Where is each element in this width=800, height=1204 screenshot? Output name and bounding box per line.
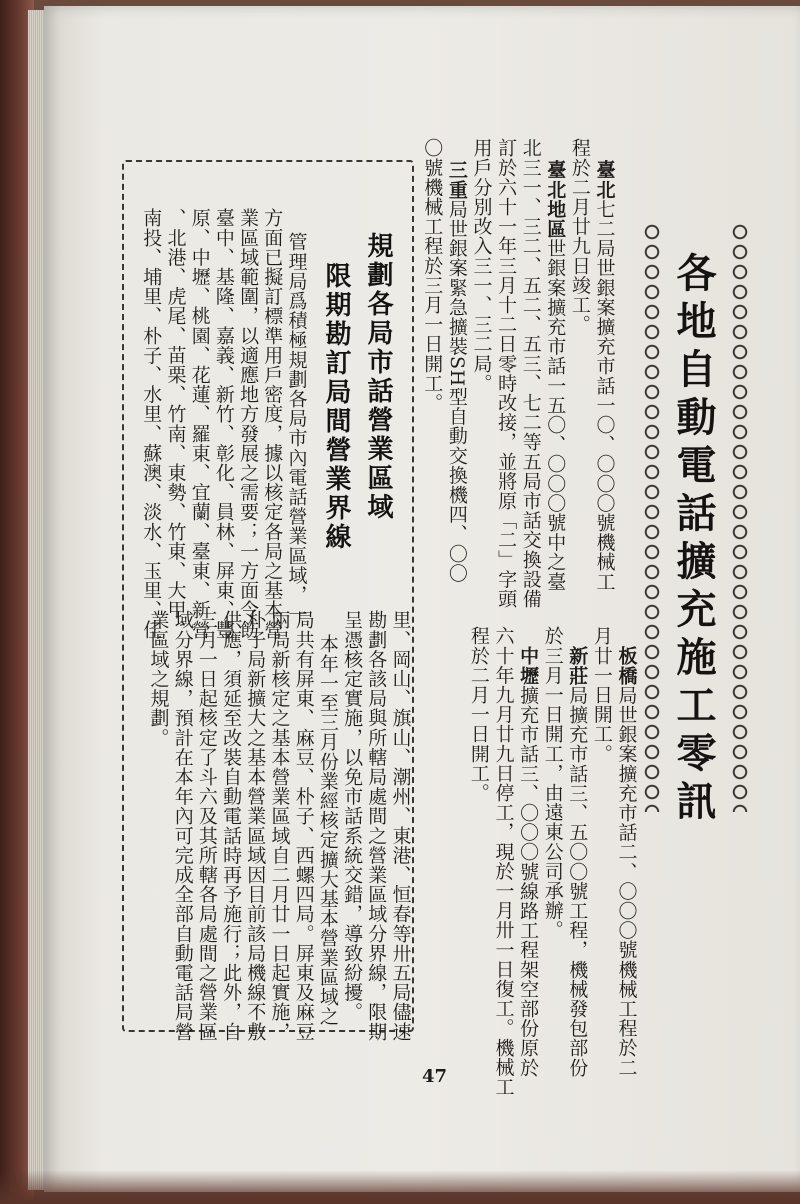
boxed-lower-line: 局共有屏東、麻豆、朴子、西螺四局。屏東及麻豆 xyxy=(292,610,315,1042)
boxed-upper-line: 管理局爲積極規劃各局市內電話營業區域，一 xyxy=(285,232,308,624)
wave-border-left-icon xyxy=(644,222,660,812)
boxed-article-title-2: 限期勘訂局間營業界線 xyxy=(321,262,351,552)
right-upper-line xyxy=(444,160,469,583)
boxed-upper-line: 業區域範圍，以適應地方發展之需要；一方面令飭 xyxy=(237,208,260,640)
boxed-lower-line: 業區域之規劃。 xyxy=(147,610,170,748)
boxed-upper-line: 、北港、虎尾、苗栗、竹南、東勢、竹東、大甲、 xyxy=(164,208,187,640)
right-lower-line xyxy=(516,646,541,1077)
paragraph-text: 〇號機械工程於三月一日開工。 xyxy=(421,138,444,413)
place-name: 中壢 xyxy=(517,646,540,686)
right-upper-line xyxy=(592,160,617,591)
boxed-lower-line: 三月一日起核定了斗六及其所轄各局處間之營業區 xyxy=(195,610,218,1042)
paragraph-text: 局擴充市話三、五〇〇號工程，機械發包部份 xyxy=(566,685,589,1078)
boxed-lower-line: 勘劃各該局與所轄局處間之營業區域分界線，限期 xyxy=(365,610,388,1042)
boxed-upper-line: 原、中壢、桃園、花蓮、羅東、宜蘭、臺東、新營 xyxy=(188,208,211,640)
paragraph-text: 北三一、三二、五二、五三、七二等五局市話交換設備 xyxy=(519,138,542,609)
boxed-lower-line: 朴子局新擴大之基本營業區域因目前該局機線不敷 xyxy=(244,610,267,1042)
paragraph-text: 世銀案擴充市話一五〇、〇〇〇號中之臺 xyxy=(544,238,567,592)
place-name: 板橋 xyxy=(615,646,638,686)
page-number: 47 xyxy=(422,1066,448,1087)
boxed-upper-line: 南投、埔里、朴子、水里、蘇澳、淡水、玉里、佳 xyxy=(140,208,163,640)
boxed-upper-line: 方面已擬訂標準用戶密度，據以核定各局之基本營 xyxy=(261,208,284,640)
right-lower-line xyxy=(466,626,491,802)
paragraph-text: 七二局世銀案擴充市話一〇、〇〇〇號機械工 xyxy=(593,199,616,592)
paragraph-text: 月廿一日開工。 xyxy=(590,626,613,764)
right-upper-line xyxy=(494,138,519,608)
paragraph-text: 局世銀案緊急擴裝SH型自動交換機四、〇〇 xyxy=(445,199,468,583)
boxed-lower-line: 兩局新核定之基本營業區域自二月廿一日起實施， xyxy=(268,610,291,1042)
paragraph-text: 六十年九月廿九日停工，現於一月卅一日復工。機械工 xyxy=(492,626,515,1097)
paragraph-text: 於三月一日開工，由遠東公司承辦。 xyxy=(541,626,564,940)
boxed-lower-line: 呈憑核定實施，以免市話系統交錯，導致紛擾。 xyxy=(341,610,364,1022)
boxed-lower-line: 里、岡山、旗山、潮州、東港、恒春等卅五局儘速 xyxy=(389,610,412,1042)
boxed-lower-line: 本年一至三月份業經核定擴大基本營業區域之 xyxy=(316,634,339,1026)
boxed-article-title-1: 規劃各局市話營業區域 xyxy=(363,232,393,522)
paragraph-text: 擴充市話三、〇〇〇號線路工程架空部份原於 xyxy=(517,685,540,1078)
paragraph-text: 程於二月廿九日竣工。 xyxy=(568,138,591,334)
right-lower-line xyxy=(565,646,590,1077)
boxed-upper-line: 臺中、基隆、嘉義、新竹、彰化、員林、屏東、豐 xyxy=(212,208,235,640)
boxed-lower-line: 供應，須延至改裝自動電話時再予施行；此外，自 xyxy=(220,610,243,1042)
right-lower-line xyxy=(491,626,516,1096)
paragraph-text: 局世銀案擴充市話二、〇〇〇號機械工程於二 xyxy=(615,685,638,1078)
boxed-lower-line: 域分界線，預計在本年內可完成全部自動電話局營 xyxy=(171,610,194,1042)
place-name: 臺北 xyxy=(593,160,616,200)
right-lower-line xyxy=(614,646,639,1077)
wave-border-right-icon xyxy=(732,222,748,812)
place-name: 新莊 xyxy=(566,646,589,686)
place-name: 三重 xyxy=(445,160,468,200)
paragraph-text: 訂於六十一年三月十二日零時改接，並將原「二」字頭 xyxy=(495,138,518,609)
right-upper-line xyxy=(567,138,592,334)
right-upper-line xyxy=(518,138,543,608)
right-upper-line xyxy=(543,160,568,591)
paragraph-text: 程於二月一日開工。 xyxy=(467,626,490,803)
right-lower-line xyxy=(589,626,614,763)
place-name: 臺北地區 xyxy=(544,160,567,239)
page-bottom-shadow xyxy=(0,1170,800,1204)
right-upper-line xyxy=(420,138,445,412)
right-upper-line xyxy=(469,138,494,393)
article-title: 各地自動電話擴充施工零訊 xyxy=(670,252,716,828)
article-title-frame xyxy=(644,222,748,828)
paragraph-text: 用戶分別改入三一、三二局。 xyxy=(470,138,493,393)
right-lower-line xyxy=(540,626,565,940)
